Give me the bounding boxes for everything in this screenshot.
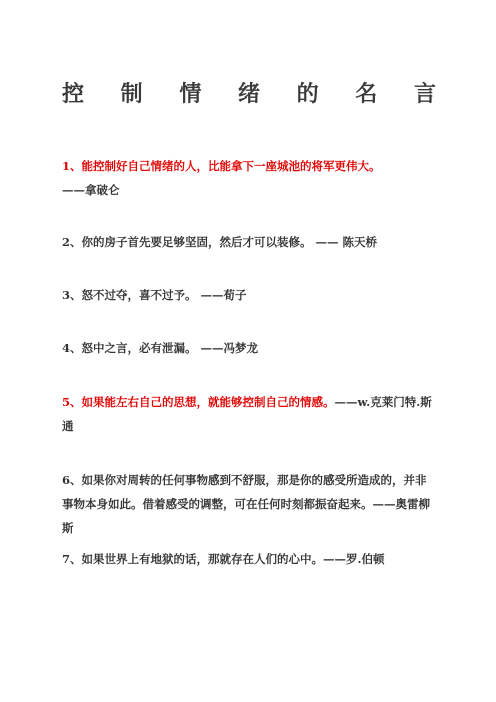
title-char: 制 bbox=[120, 81, 143, 107]
quote-item bbox=[62, 230, 436, 254]
title-char: 言 bbox=[413, 81, 436, 107]
quote-item bbox=[62, 468, 436, 540]
quote-text: 2、你的房子首先要足够坚固，然后才可以装修。 —— 陈天桥 bbox=[62, 235, 378, 249]
quote-item bbox=[62, 336, 436, 360]
page-title bbox=[62, 76, 436, 112]
quote-text: 6、如果你对周转的任何事物感到不舒服，那是你的感受所造成的，并非事物本身如此。借着感受的调整，可在任何时刻都振奋起来。——奥雷柳斯 bbox=[62, 473, 430, 535]
quote-text: ——w.克莱门特.斯通 bbox=[62, 395, 432, 433]
quote-item bbox=[62, 390, 436, 438]
quote-highlight: 1、能控制好自己情绪的人，比能拿下一座城池的将军更伟大。 bbox=[62, 159, 381, 173]
quote-text: 7、如果世界上有地狱的话，那就存在人们的心中。——罗.伯顿 bbox=[62, 552, 385, 566]
title-char: 绪 bbox=[237, 81, 260, 107]
quote-item bbox=[62, 547, 436, 571]
quote-text: 3、怒不过夺，喜不过予。 ——荀子 bbox=[62, 288, 247, 302]
title-char: 名 bbox=[355, 81, 378, 107]
quote-text: ——拿破仑 bbox=[62, 183, 120, 197]
title-char: 的 bbox=[296, 81, 319, 107]
title-char: 情 bbox=[179, 81, 202, 107]
quote-highlight: 5、如果能左右自己的思想，就能够控制自己的情感。 bbox=[62, 395, 335, 409]
quote-item bbox=[62, 283, 436, 307]
quote-text: 4、怒中之言，必有泄漏。 ——冯梦龙 bbox=[62, 341, 259, 355]
quote-item bbox=[62, 154, 436, 202]
title-char: 控 bbox=[62, 81, 85, 107]
